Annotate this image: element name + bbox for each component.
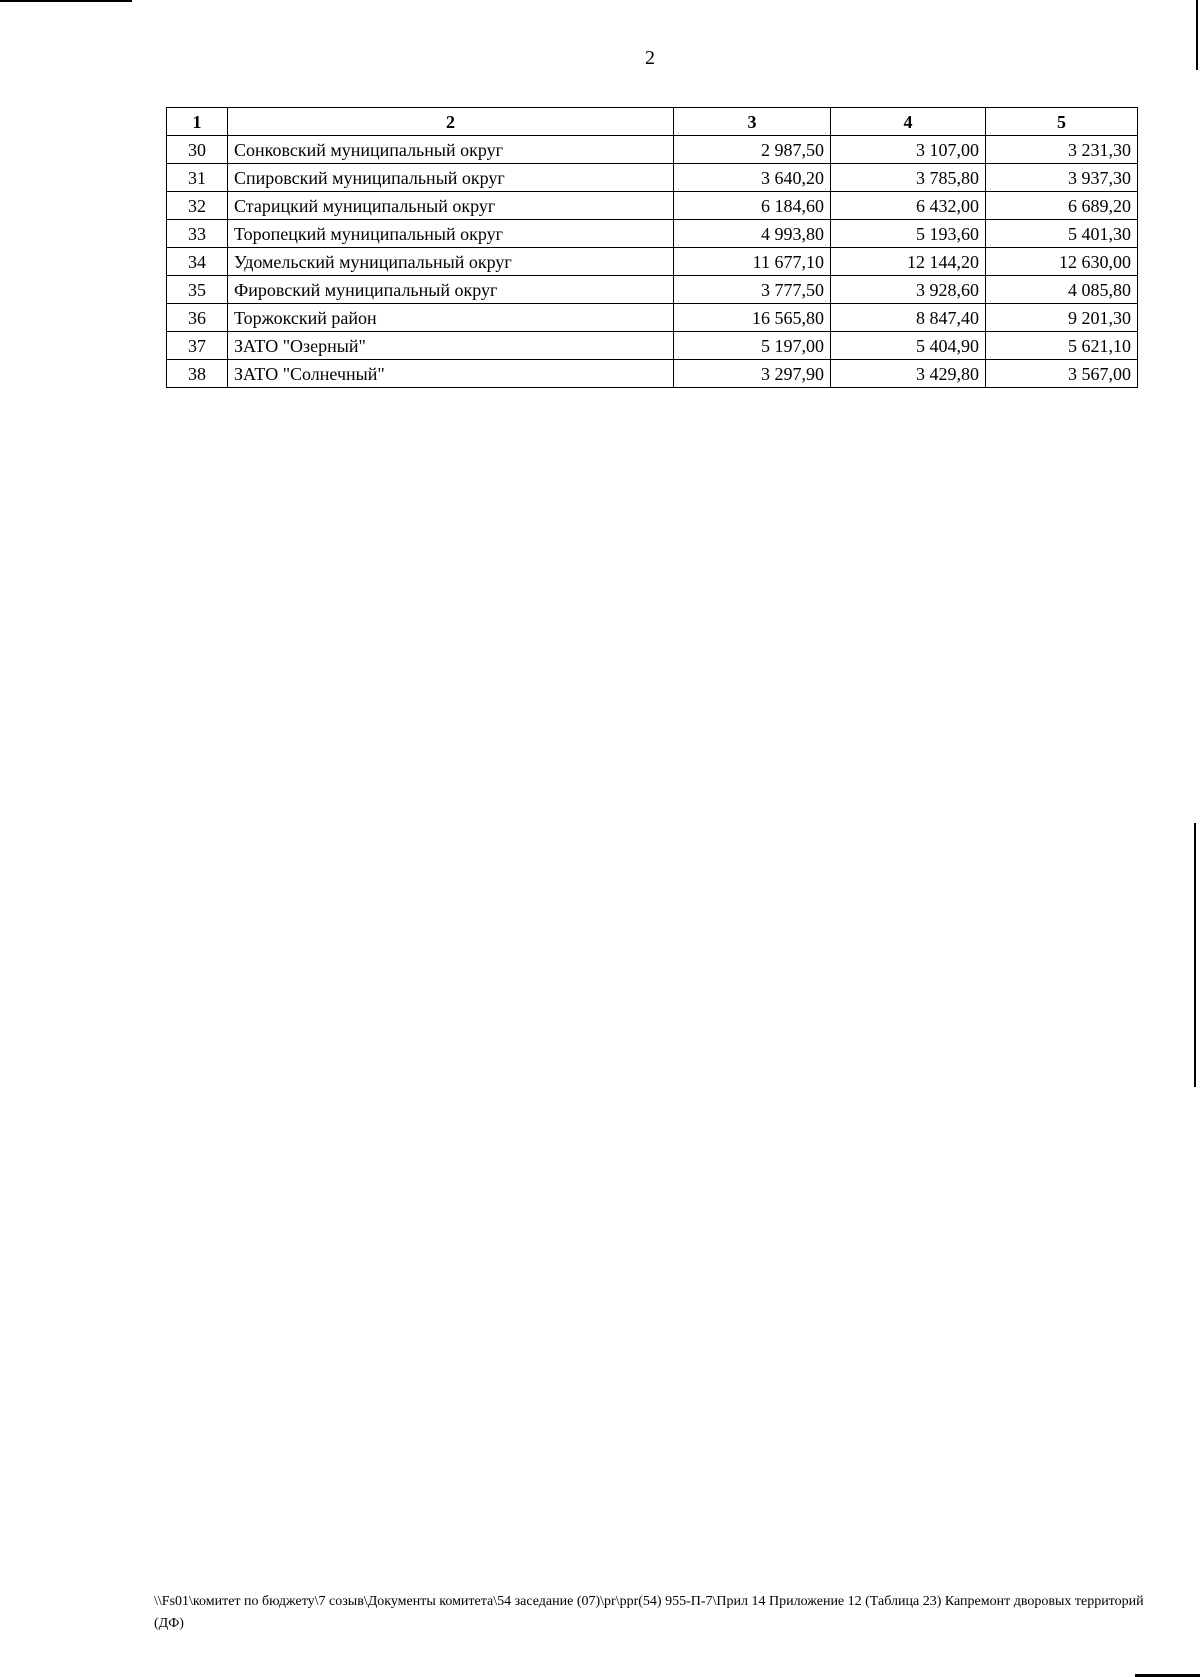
municipality-name: Торопецкий муниципальный округ	[228, 220, 674, 248]
data-table	[166, 107, 1138, 388]
value-col-3: 2 987,50	[674, 136, 831, 164]
column-header: 1	[167, 108, 228, 136]
table-row	[167, 276, 1138, 304]
table-header-row	[167, 108, 1138, 136]
value-col-3: 5 197,00	[674, 332, 831, 360]
row-number: 31	[167, 164, 228, 192]
value-col-5: 3 567,00	[986, 360, 1138, 388]
municipality-name: Сонковский муниципальный округ	[228, 136, 674, 164]
row-number: 37	[167, 332, 228, 360]
value-col-4: 12 144,20	[831, 248, 986, 276]
row-number: 30	[167, 136, 228, 164]
value-col-4: 3 785,80	[831, 164, 986, 192]
page-number: 2	[645, 47, 655, 69]
value-col-5: 12 630,00	[986, 248, 1138, 276]
value-col-4: 3 429,80	[831, 360, 986, 388]
scan-edge-mark-top-left	[0, 0, 132, 2]
value-col-3: 11 677,10	[674, 248, 831, 276]
value-col-3: 16 565,80	[674, 304, 831, 332]
column-header: 5	[986, 108, 1138, 136]
row-number: 32	[167, 192, 228, 220]
municipality-name: ЗАТО "Озерный"	[228, 332, 674, 360]
value-col-5: 5 621,10	[986, 332, 1138, 360]
value-col-3: 3 297,90	[674, 360, 831, 388]
value-col-4: 3 107,00	[831, 136, 986, 164]
table-row	[167, 136, 1138, 164]
table-row	[167, 360, 1138, 388]
value-col-4: 6 432,00	[831, 192, 986, 220]
municipality-name: Старицкий муниципальный округ	[228, 192, 674, 220]
row-number: 38	[167, 360, 228, 388]
value-col-3: 3 777,50	[674, 276, 831, 304]
table-row	[167, 192, 1138, 220]
value-col-5: 9 201,30	[986, 304, 1138, 332]
scan-edge-mark-right-middle	[1194, 823, 1196, 1087]
value-col-3: 3 640,20	[674, 164, 831, 192]
value-col-5: 3 937,30	[986, 164, 1138, 192]
value-col-3: 4 993,80	[674, 220, 831, 248]
municipality-name: Удомельский муниципальный округ	[228, 248, 674, 276]
municipality-name: Спировский муниципальный округ	[228, 164, 674, 192]
row-number: 36	[167, 304, 228, 332]
table-row	[167, 220, 1138, 248]
value-col-4: 8 847,40	[831, 304, 986, 332]
value-col-5: 6 689,20	[986, 192, 1138, 220]
value-col-5: 5 401,30	[986, 220, 1138, 248]
municipality-name: Фировский муниципальный округ	[228, 276, 674, 304]
table-row	[167, 164, 1138, 192]
column-header: 3	[674, 108, 831, 136]
footer-file-path: \\Fs01\комитет по бюджету\7 созыв\Документы комитета\54 заседание (07)\pr\ppr(54) 955-П-7\Прил 14 Приложение 12 (Таблица 23) Капремонт дворовых территорий (ДФ)	[154, 1594, 1144, 1631]
municipality-name: Торжокский район	[228, 304, 674, 332]
column-header: 2	[228, 108, 674, 136]
value-col-4: 5 193,60	[831, 220, 986, 248]
row-number: 35	[167, 276, 228, 304]
value-col-5: 4 085,80	[986, 276, 1138, 304]
value-col-5: 3 231,30	[986, 136, 1138, 164]
value-col-4: 3 928,60	[831, 276, 986, 304]
municipality-name: ЗАТО "Солнечный"	[228, 360, 674, 388]
table-row	[167, 304, 1138, 332]
table-row	[167, 248, 1138, 276]
row-number: 33	[167, 220, 228, 248]
row-number: 34	[167, 248, 228, 276]
value-col-3: 6 184,60	[674, 192, 831, 220]
table-row	[167, 332, 1138, 360]
column-header: 4	[831, 108, 986, 136]
value-col-4: 5 404,90	[831, 332, 986, 360]
